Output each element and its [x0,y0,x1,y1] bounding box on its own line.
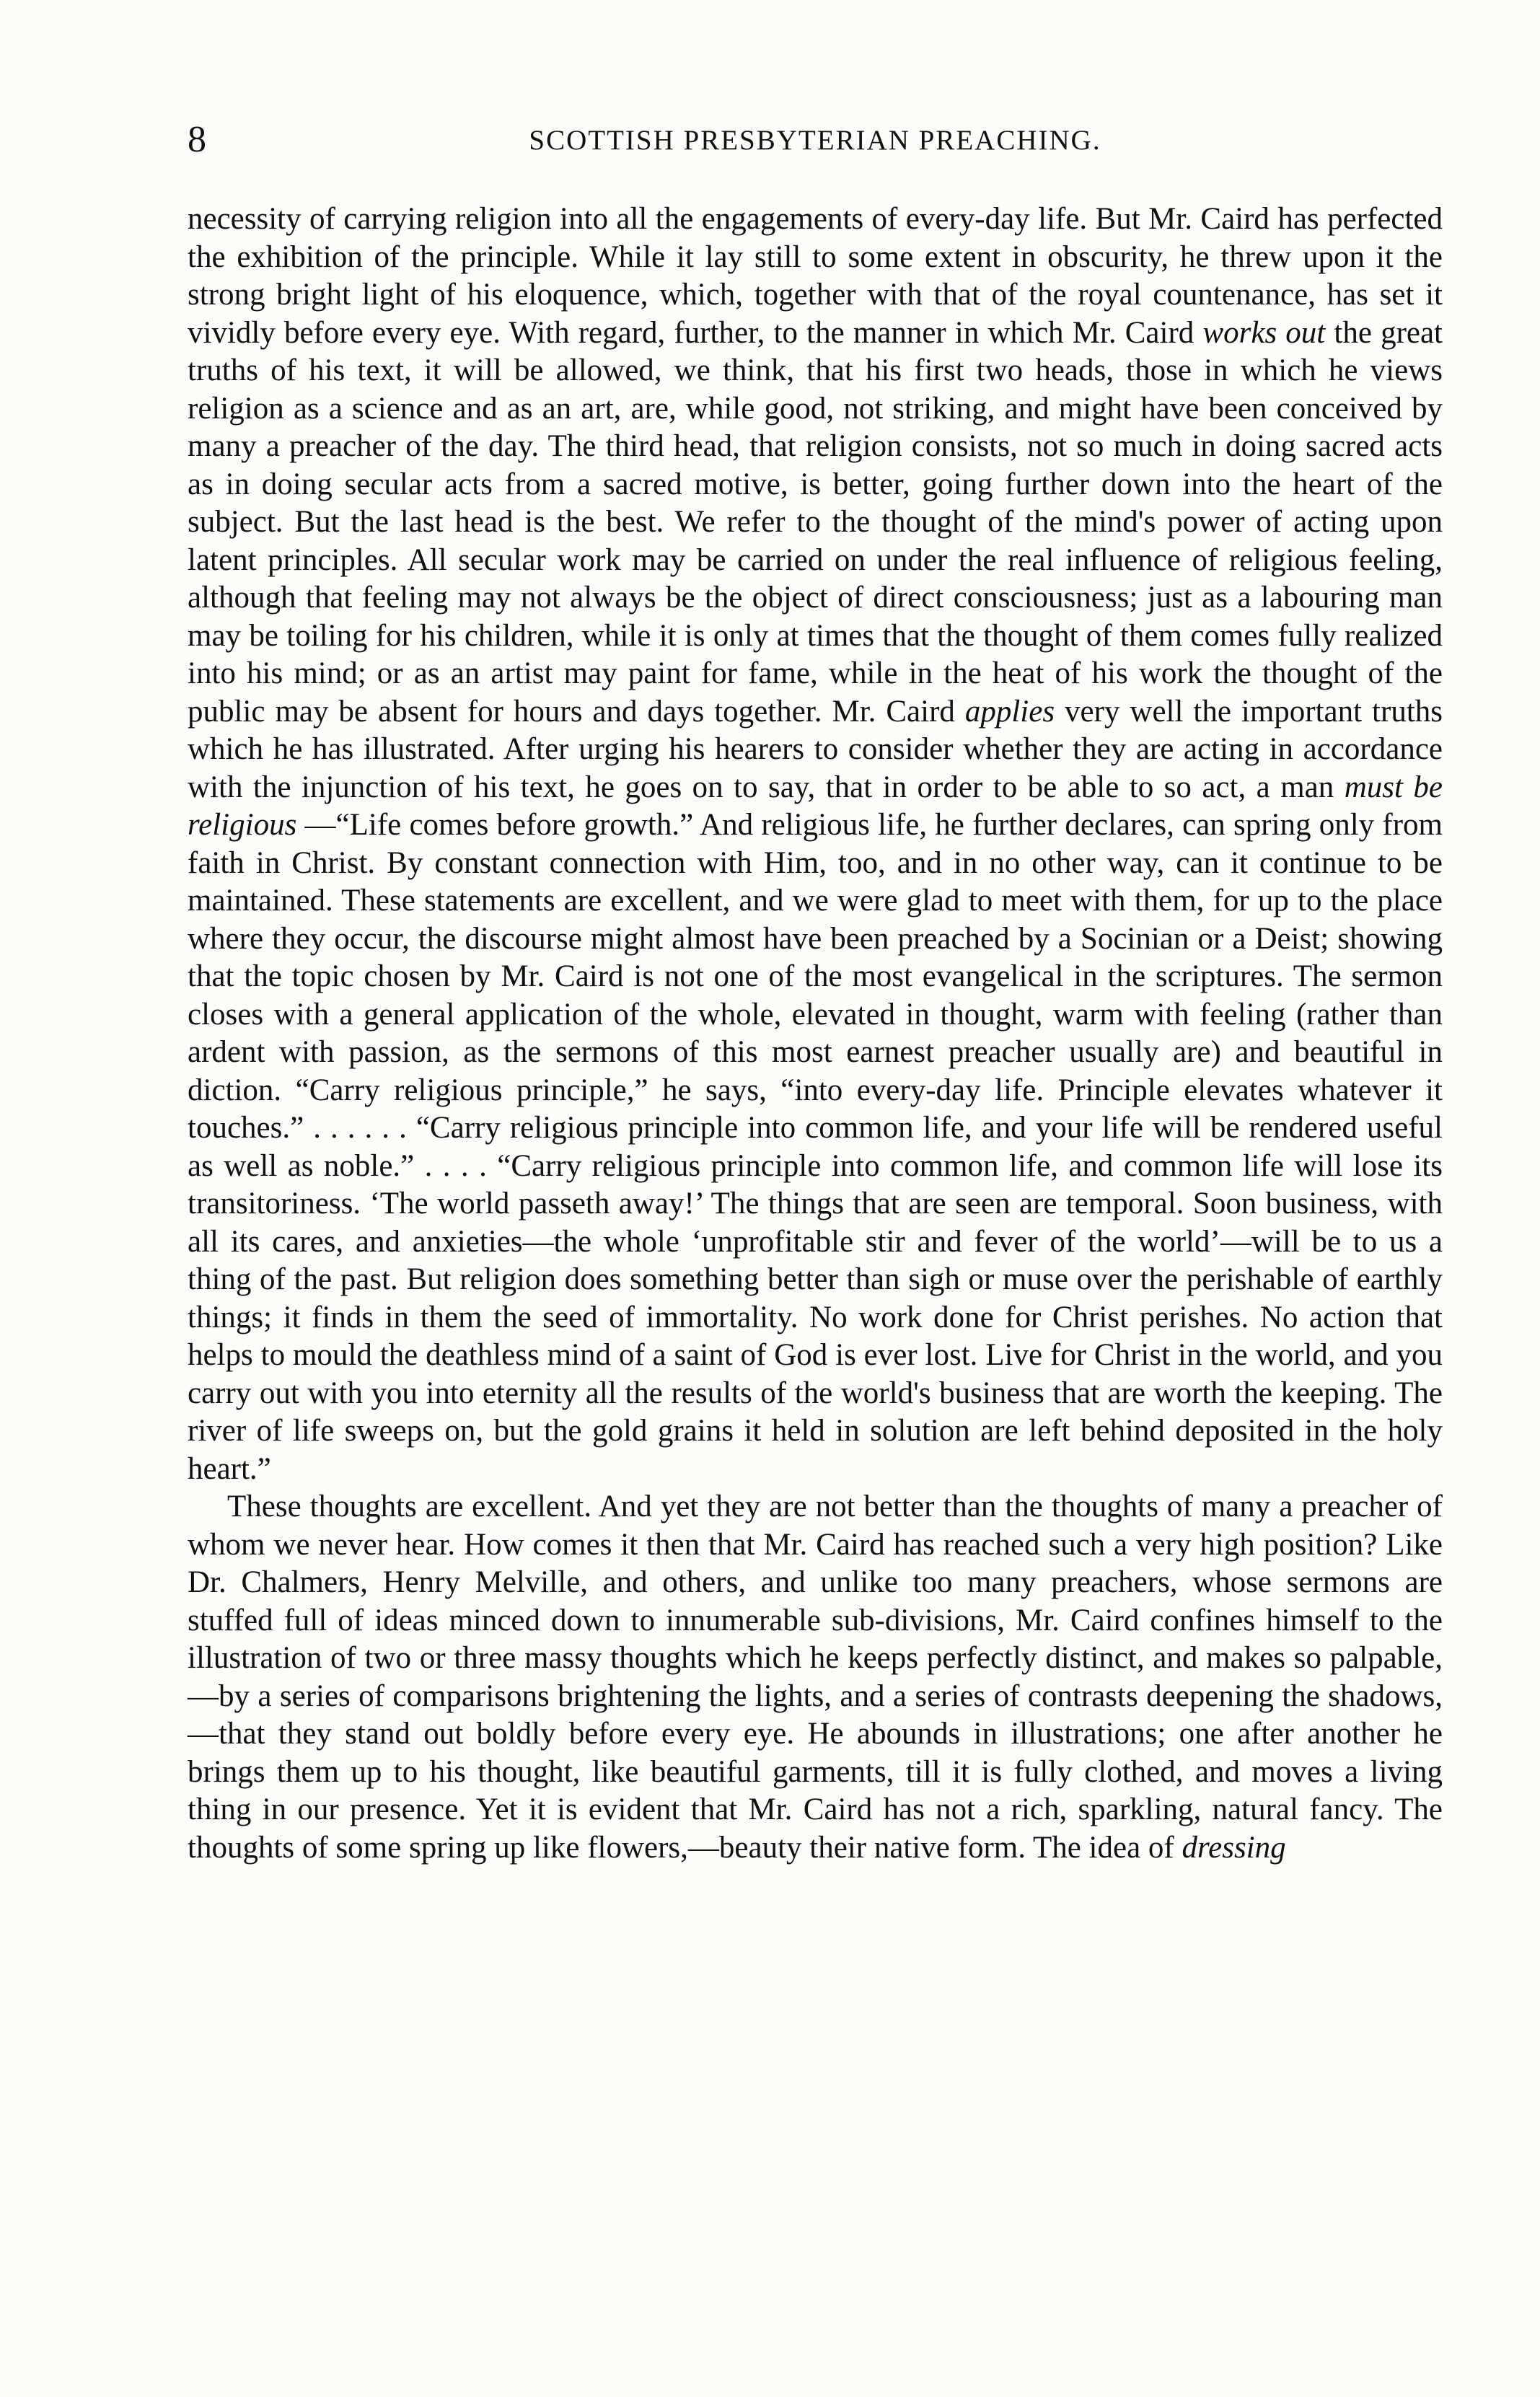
paragraph-1-emphasis-1: works out [1202,315,1326,350]
paragraph-2 [188,1488,1443,1867]
paragraph-1-emphasis-3: must be religious [188,770,1443,842]
page-number: 8 [188,119,208,160]
paragraph-1-text-4: —“Life comes before growth.” And religious life, he further declares, can spring only from faith in Christ. By constant connection with Him, too, and in no other way, can it continue to be maintained. These statements are excellent, and we were glad to meet with them, for up to the place where they occur, the discourse might almost have been preached by a Socinian or a Deist; showing that the topic chosen by Mr. Caird is not one of the most evangelical in the scriptures. The sermon closes with a general application of the whole, elevated in thought, warm with feeling (rather than ardent with passion, as the sermons of this most earnest preacher usually are) and beautiful in diction. “Carry religious principle,” he says, “into every-day life. Principle elevates whatever it touches.” . . . . . . “Carry religious principle into common life, and your life will be rendered useful as well as noble.” . . . . “Carry religious principle into common life, and common life will lose its transitoriness. ‘The world passeth away!’ The things that are seen are temporal. Soon business, with all its cares, and anxieties—the whole ‘unprofitable stir and fever of the world’—will be to us a thing of the past. But religion does something better than sigh or muse over the perishable of earthly things; it finds in them the seed of immortality. No work done for Christ perishes. No action that helps to mould the deathless mind of a saint of God is ever lost. Live for Christ in the world, and you carry out with you into eternity all the results of the world's business that are worth the keeping. The river of life sweeps on, but the gold grains it held in solution are left behind deposited in the holy heart.” [188,808,1443,1486]
running-title: SCOTTISH PRESBYTERIAN PREACHING. [529,125,1101,156]
paragraph-1-text-2: the great truths of his text, it will be allowed, we think, that his first two heads, those in which he views religion as a science and as an art, are, while good, not striking, and might have been conceived by many a preacher of the day. The third head, that religion consists, not so much in doing sacred acts as in doing secular acts from a sacred motive, is better, going further down into the heart of the subject. But the last head is the best. We refer to the thought of the mind's power of acting upon latent principles. All secular work may be carried on under the real influence of religious feeling, although that feeling may not always be the object of direct consciousness; just as a labouring man may be toiling for his children, while it is only at times that the thought of them comes fully realized into his mind; or as an artist may paint for fame, while in the heat of his work the thought of the public may be absent for hours and days together. Mr. Caird [188,315,1443,729]
paragraph-1-text-1: necessity of carrying religion into all the engagements of every-day life. But Mr. Caird has perfected the exhibition of the principle. While it lay still to some extent in obscurity, he threw upon it the strong bright light of his eloquence, which, together with that of the royal countenance, has set it vividly before every eye. With regard, further, to the manner in which Mr. Caird [188,202,1443,350]
paragraph-2-emphasis-1: dressing [1182,1830,1286,1865]
running-head [188,119,1443,173]
body-text [188,201,1443,1867]
book-page [188,119,1443,1867]
paragraph-1-emphasis-2: applies [964,694,1055,729]
paragraph-2-text-1: These thoughts are excellent. And yet they are not better than the thoughts of many a preacher of whom we never hear. How comes it then that Mr. Caird has reached such a very high position? Like Dr. Chalmers, Henry Melville, and others, and unlike too many preachers, whose sermons are stuffed full of ideas minced down to innumerable sub-divisions, Mr. Caird confines himself to the illustration of two or three massy thoughts which he keeps perfectly distinct, and makes so palpable,—by a series of comparisons brightening the lights, and a series of contrasts deepening the shadows,—that they stand out boldly before every eye. He abounds in illustrations; one after another he brings them up to his thought, like beautiful garments, till it is fully clothed, and moves a living thing in our presence. Yet it is evident that Mr. Caird has not a rich, sparkling, natural fancy. The thoughts of some spring up like flowers,—beauty their native form. The idea of [188,1490,1443,1865]
paragraph-1-text-3: very well the important truths which he has illustrated. After urging his hearers to consider whether they are acting in accordance with the injunction of his text, he goes on to say, that in order to be able to so act, a man [188,694,1443,804]
paragraph-1 [188,201,1443,1488]
